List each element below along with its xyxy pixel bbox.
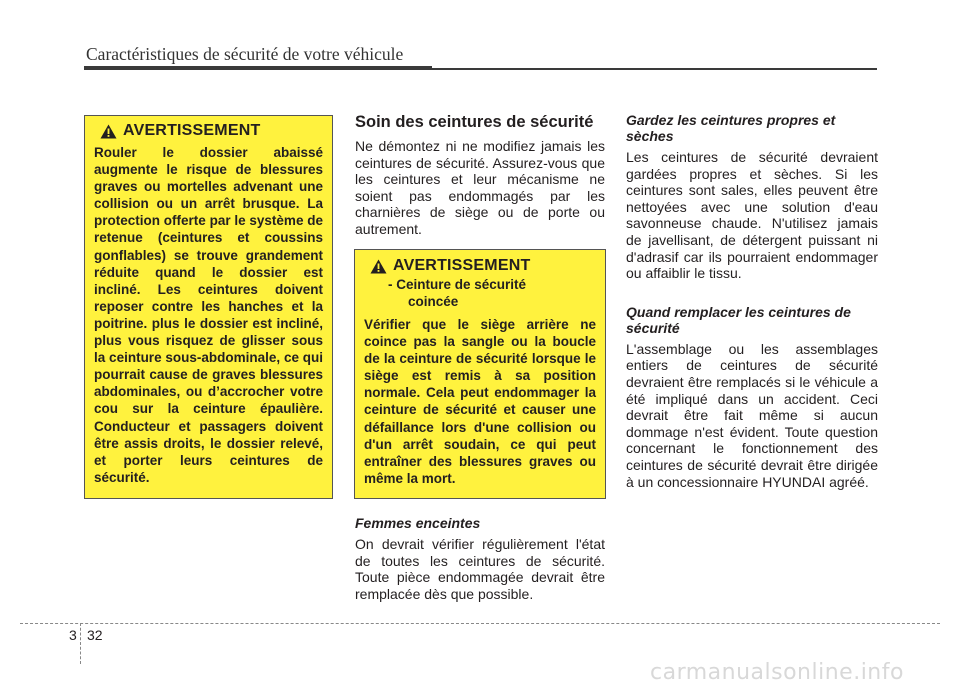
header-rule-thick — [84, 66, 432, 70]
warning-box-seatback — [84, 115, 333, 499]
page-number: 32 — [87, 627, 103, 643]
section-heading-soin: Soin des ceintures de sécurité — [355, 113, 594, 131]
section-body-quand: L'assemblage ou les assemblages entiers de ceintures de sécurité devraient être remplacés si le véhicule a été impliqué dans un accident. Ceci devrait être fait même si aucun dommage n'est évident. Toute question concernant le fonctionnement des ceintures de sécurité devrait être dirigée à un concessionnaire HYUNDAI agréé. — [626, 340, 878, 490]
watermark: carmanualsonline.info — [650, 660, 904, 685]
footer-divider — [80, 623, 81, 664]
warning-subtitle-line2: coincée — [408, 293, 459, 309]
section-heading-femmes: Femmes enceintes — [355, 515, 481, 531]
warning-title — [100, 122, 323, 140]
column-right — [626, 112, 878, 490]
column-middle — [355, 112, 605, 238]
section-body-gardez: Les ceintures de sécurité devraient gardées propres et sèches. Si les ceintures sont sales, elles peuvent être nettoyées avec une solution d'eau savonneuse chaude. N'utilisez jamais de javellisant, de détergent puissant ni d'adrasif car ils pourraient endommager ou affaiblir le tissu. — [626, 149, 878, 282]
section-heading-quand: Quand remplacer les ceintures de sécurité — [626, 303, 851, 336]
chapter-number: 3 — [69, 627, 77, 643]
warning-title — [370, 257, 596, 275]
warning-subtitle-line1: - Ceinture de sécurité — [388, 277, 527, 292]
warning-body: Rouler le dossier abaissé augmente le risque de blessures graves ou mortelles advenant une collision ou un arrêt brusque. La protection offerte par le système de retenue (ceintures et coussins gonflables) se trouve grandement réduite quand le dossier est incliné. Les ceintures doivent reposer contre les hanches et la poitrine. plus le dossier est incliné, plus vous risquez de glisser sous la ceinture sous-abdominale, ce qui pourrait cause de graves blessures abdominales, ou d’accrocher votre cou sur la ceinture épaulière. Conducteur et passagers doivent être assis droits, le dossier relevé, et porter leurs ceintures de sécurité. — [94, 145, 323, 485]
warning-triangle-icon — [100, 124, 117, 139]
section-body-femmes: On devrait vérifier régulièrement l'état de toutes les ceintures de sécurité. Toute pièce endommagée devrait être remplacée dès que possible. — [355, 536, 605, 602]
section-heading-gardez: Gardez les ceintures propres et sèches — [626, 112, 836, 144]
warning-body: Vérifier que le siège arrière ne coince pas la sangle ou la boucle de la ceinture de sécurité lorsque le siège est remis à sa position normale. Cela peut endommager la ceinture de sécurité et causer une défaillance lors d'une collision ou d'un arrêt soudain, ce qui peut entraîner des blessures graves ou même la mort. — [364, 317, 596, 486]
warning-subtitle — [364, 277, 596, 310]
warning-title-text: AVERTISSEMENT — [393, 257, 531, 274]
warning-box-jammed-belt — [354, 249, 606, 499]
section-body-soin: Ne démontez ni ne modifiez jamais les ceintures de sécurité. Assurez-vous que les ceintures et leur mécanisme ne soient pas endommagés par les charnières de siège ou de porte ou autrement. — [355, 138, 605, 237]
header-rule-thin — [432, 68, 877, 70]
warning-title-text: AVERTISSEMENT — [123, 122, 261, 139]
footer-rule — [20, 623, 940, 624]
page-header-title: Caractéristiques de sécurité de votre véhicule — [86, 44, 404, 64]
warning-triangle-icon — [370, 259, 387, 274]
section-femmes — [355, 515, 605, 602]
